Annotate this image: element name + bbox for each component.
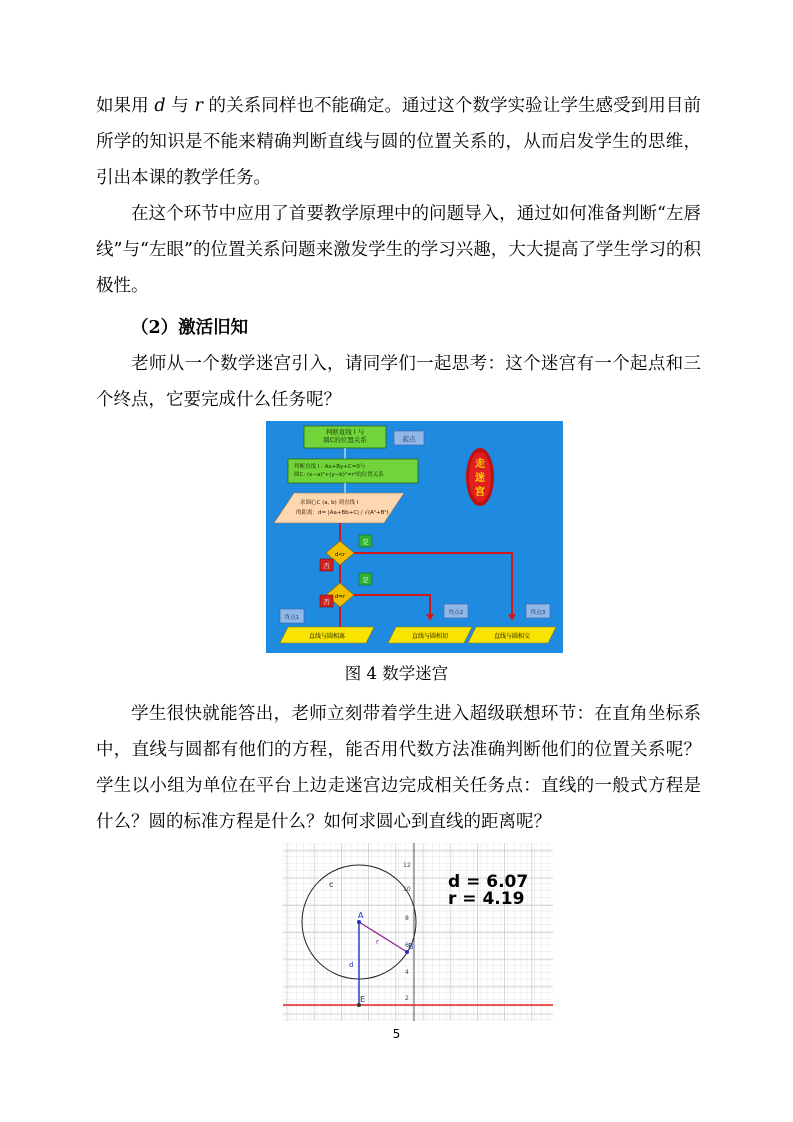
paragraph-1: 如果用 d 与 r 的关系同样也不能确定。通过这个数学实验让学生感受到用目前所学的知识是不能来精确判断直线与圆的位置关系的，从而启发学生的思维，引出本课的教学任务。	[96, 96, 701, 188]
math-maze-figure	[266, 421, 563, 653]
distance-box	[274, 493, 404, 523]
svg-text:求圆心C (a, b) 到直线 l: 求圆心C (a, b) 到直线 l	[300, 500, 359, 506]
svg-text:B: B	[408, 942, 414, 951]
svg-text:d=r: d=r	[334, 594, 346, 600]
svg-text:终点1: 终点1	[284, 615, 300, 621]
svg-text:6: 6	[405, 942, 409, 949]
page-number: 5	[392, 1027, 401, 1041]
svg-text:d<r: d<r	[334, 552, 346, 558]
svg-text:E: E	[360, 995, 366, 1004]
svg-text:终点2: 终点2	[448, 610, 464, 616]
svg-text:直线与圆相切: 直线与圆相切	[411, 633, 449, 640]
svg-text:直线与圆相离: 直线与圆相离	[308, 633, 346, 640]
figure-caption: 图 4 数学迷宫	[344, 664, 449, 683]
svg-text:10: 10	[403, 886, 411, 893]
start-label: 起点	[402, 435, 416, 443]
svg-text:是: 是	[362, 576, 369, 584]
equation-box	[288, 459, 418, 483]
start-box-text: 判断直线 l 与圆C的位置关系	[323, 428, 367, 444]
svg-text:判断直线 l : Ax+By+C=0与圆C: (x−a)²+: 判断直线 l : Ax+By+C=0与圆C: (x−a)²+(y−b)²=r²的位置关系	[294, 464, 384, 478]
svg-text:2: 2	[405, 995, 409, 1002]
svg-text:4: 4	[405, 969, 409, 976]
svg-text:是: 是	[362, 538, 369, 546]
svg-text:8: 8	[405, 915, 409, 922]
svg-text:c: c	[329, 880, 334, 889]
paragraph-3: 老师从一个数学迷宫引入，请同学们一起思考：这个迷宫有一个起点和三个终点，它要完成什么任务呢？	[96, 354, 701, 410]
svg-text:12: 12	[403, 862, 411, 869]
svg-text:的距离：d= |Aa+Bb+C| / √(A²+B²): 的距离：d= |Aa+Bb+C| / √(A²+B²)	[296, 510, 389, 516]
readout-r: r = 4.19	[448, 889, 525, 909]
section-heading: （2）激活旧知	[131, 318, 249, 338]
geogebra-figure	[283, 843, 553, 1021]
svg-text:宫: 宫	[475, 487, 485, 498]
svg-text:否: 否	[323, 598, 330, 606]
paragraph-2: 在这个环节中应用了首要教学原理中的问题导入，通过如何准备判断“左唇线”与“左眼”的位置关系问题来激发学生的学习兴趣，大大提高了学生学习的积极性。	[96, 204, 701, 296]
paragraph-4: 学生很快就能答出，老师立刻带着学生进入超级联想环节：在直角坐标系中，直线与圆都有他们的方程，能否用代数方法准确判断他们的位置关系呢？学生以小组为单位在平台上边走迷宫边完成相关任务点：直线的一般式方程是什么？圆的标准方程是什么？如何求圆心到直线的距离呢？	[96, 704, 701, 832]
svg-text:走: 走	[475, 459, 485, 470]
svg-text:A: A	[358, 911, 364, 920]
svg-text:否: 否	[323, 562, 330, 570]
svg-text:迷: 迷	[475, 473, 485, 484]
svg-text:直线与圆相交: 直线与圆相交	[493, 633, 531, 640]
svg-text:d: d	[349, 961, 354, 969]
svg-text:r: r	[376, 938, 379, 946]
svg-text:终点3: 终点3	[530, 610, 546, 616]
readout-d: d = 6.07	[448, 872, 529, 892]
